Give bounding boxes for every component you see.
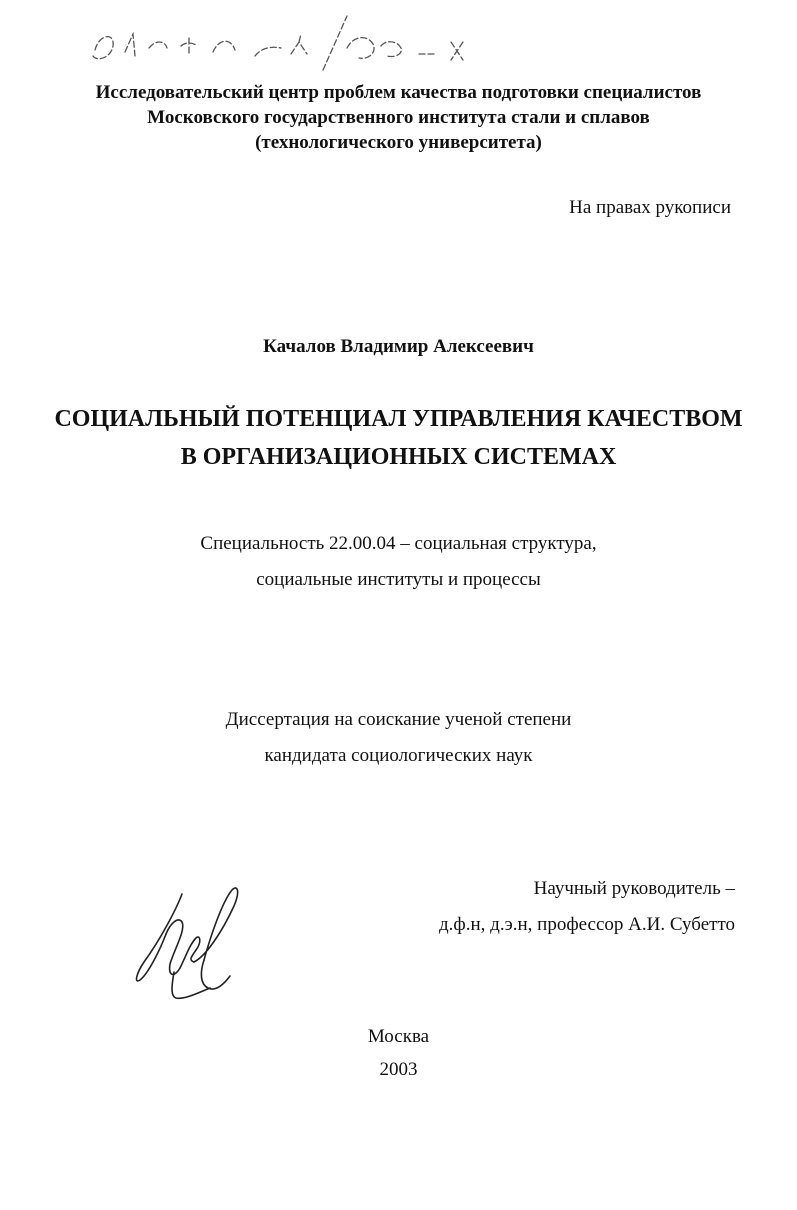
supervisor-label: Научный руководитель – [533,878,735,899]
year: 2003 [379,1059,418,1080]
specialty-line: социальные институты и процессы [256,569,541,590]
institution-header [0,80,797,155]
dissertation-title [0,400,797,476]
author-name: Качалов Владимир Алексеевич [263,336,534,357]
degree-line: кандидата социологических наук [264,745,533,766]
institution-line: Исследовательский центр проблем качества подготовки специалистов [95,82,702,103]
degree-line: Диссертация на соискание ученой степени [225,709,572,730]
city: Москва [367,1026,430,1047]
institution-line: Московского государственного института стали и сплавов [147,107,650,128]
title-line: СОЦИАЛЬНЫЙ ПОТЕНЦИАЛ УПРАВЛЕНИЯ КАЧЕСТВОМ [54,406,743,432]
imprint [0,1020,797,1086]
supervisor-block [439,871,735,943]
specialty-block [0,526,797,598]
degree-block [0,702,797,774]
signature [130,880,250,1005]
rights-note: На правах рукописи [569,197,731,218]
title-line: В ОРГАНИЗАЦИОННЫХ СИСТЕМАХ [180,444,617,470]
handwritten-note [85,12,475,76]
institution-line: (технологического университета) [255,132,542,153]
supervisor-name: д.ф.н, д.э.н, профессор А.И. Субетто [439,914,735,935]
specialty-line: Специальность 22.00.04 – социальная структура, [200,533,597,554]
